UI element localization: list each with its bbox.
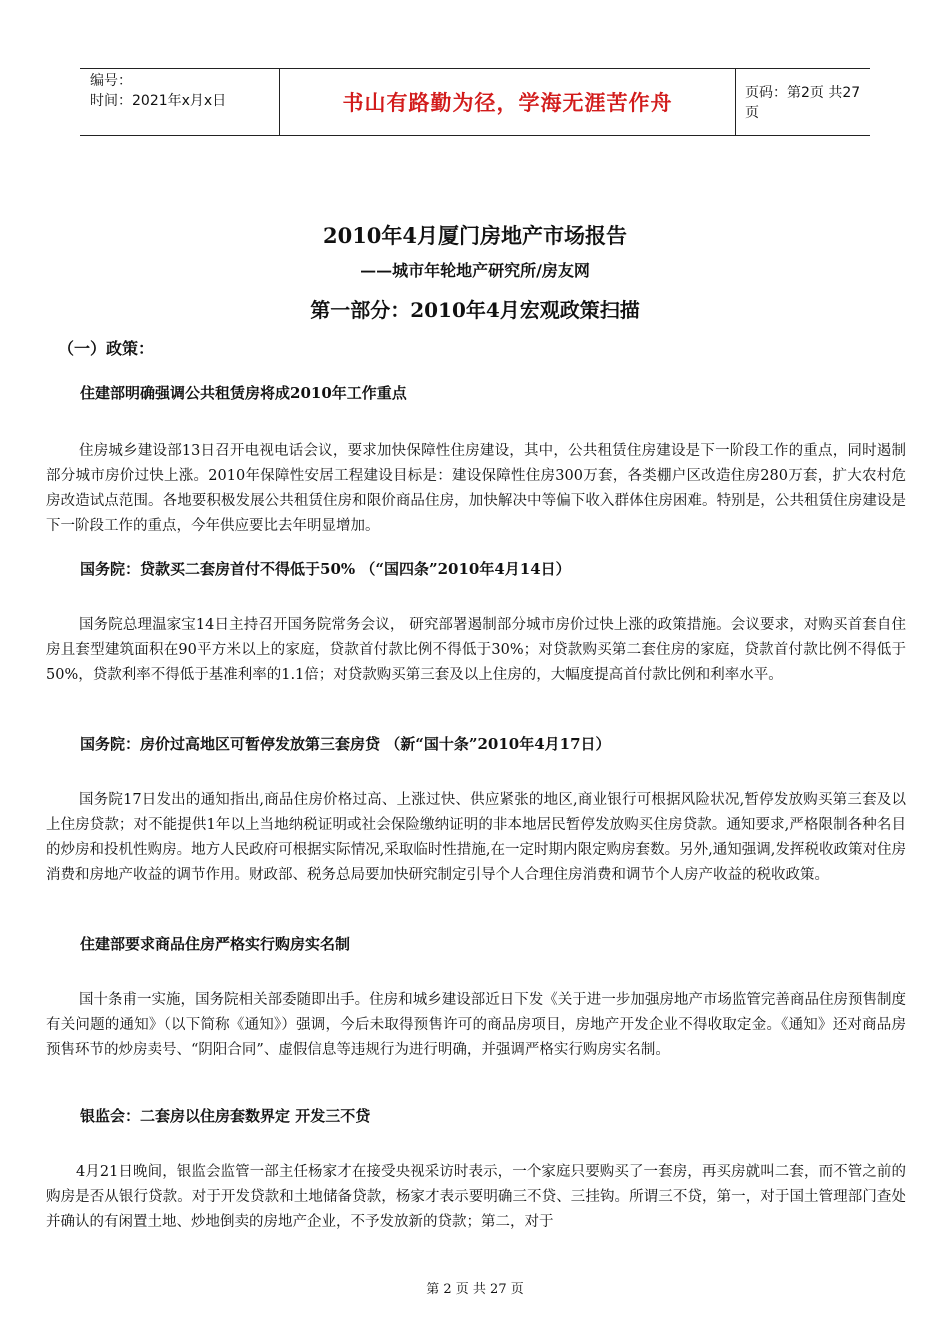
article-body: 国十条甫一实施，国务院相关部委随即出手。住房和城乡建设部近日下发《关于进一步加强房地产市场监管完善商品住房预售制度有关问题的通知》（以下简称《通知》）强调，今后未取得预售许可的商品房项目，房地产开发企业不得收取定金。《通知》还对商品房预售环节的炒房卖号、“阴阳合同”、虚假信息等违规行为进行明确，并强调严格实行购房实名制。 [46, 992, 906, 1058]
report-title: 2010年4月厦门房地产市场报告 [322, 223, 628, 248]
article-5 [46, 1105, 906, 1235]
article-heading: 银监会：二套房以住房套数界定 开发三不贷 [80, 1107, 371, 1125]
page-header [80, 68, 870, 136]
article-heading: 住建部要求商品住房严格实行购房实名制 [80, 935, 351, 953]
article-3 [46, 733, 906, 888]
header-meta [80, 69, 280, 135]
report-subtitle: ——城市年轮地产研究所/房友网 [360, 261, 590, 280]
article-body: 住房城乡建设部13日召开电视电话会议，要求加快保障性住房建设，其中，公共租赁住房建设是下一阶段工作的重点，同时遏制部分城市房价过快上涨。2010年保障性安居工程建设目标是：建设保障性住房300万套，各类棚户区改造住房280万套，扩大农村危房改造试点范围。各地要积极发展公共租赁住房和限价商品住房，加快解决中等偏下收入群体住房困难。特别是，公共租赁住房建设是下一阶段工作的重点，今年供应要比去年明显增加。 [46, 443, 906, 534]
header-time-label: 时间：2021年x月x日 [90, 93, 227, 109]
header-motto: 书山有路勤为径，学海无涯苦作舟 [280, 69, 736, 135]
header-page-label: 页码：第2页 共27页 [745, 85, 861, 121]
section-title: （一）政策： [58, 339, 155, 358]
article-2 [46, 558, 906, 688]
page-footer: 第 2 页 共 27 页 [426, 1282, 524, 1297]
part-title: 第一部分：2010年4月宏观政策扫描 [310, 298, 640, 322]
header-number-label: 编号： [90, 73, 132, 89]
article-4 [46, 933, 906, 1063]
article-body: 国务院总理温家宝14日主持召开国务院常务会议， 研究部署遏制部分城市房价过快上涨的政策措施。会议要求，对购买首套自住房且套型建筑面积在90平方米以上的家庭，贷款首付款比例不得低于30%；对贷款购买第二套住房的家庭，贷款首付款比例不得低于50%，贷款利率不得低于基准利率的1.1倍；对贷款购买第三套及以上住房的，大幅度提高首付款比例和利率水平。 [46, 617, 906, 683]
article-heading: 国务院：房价过高地区可暂停发放第三套房贷 （新“国十条”2010年4月17日） [80, 735, 611, 753]
article-body: 4月21日晚间，银监会监管一部主任杨家才在接受央视采访时表示，一个家庭只要购买了一套房，再买房就叫二套，而不管之前的购房是否从银行贷款。对于开发贷款和土地储备贷款，杨家才表示要明确三不贷、三挂钩。所谓三不贷，第一，对于国土管理部门查处并确认的有闲置土地、炒地倒卖的房地产企业，不予发放新的贷款；第二，对于 [46, 1164, 906, 1230]
article-body: 国务院17日发出的通知指出,商品住房价格过高、上涨过快、供应紧张的地区,商业银行可根据风险状况,暂停发放购买第三套及以上住房贷款；对不能提供1年以上当地纳税证明或社会保险缴纳证明的非本地居民暂停发放购买住房贷款。通知要求,严格限制各种名目的炒房和投机性购房。地方人民政府可根据实际情况,采取临时性措施,在一定时期内限定购房套数。另外,通知强调,发挥税收政策对住房消费和房地产收益的调节作用。财政部、税务总局要加快研究制定引导个人合理住房消费和调节个人房产收益的税收政策。 [46, 792, 906, 883]
article-heading: 国务院：贷款买二套房首付不得低于50% （“国四条”2010年4月14日） [80, 560, 571, 578]
article-1 [46, 382, 906, 539]
article-heading: 住建部明确强调公共租赁房将成2010年工作重点 [80, 384, 407, 402]
